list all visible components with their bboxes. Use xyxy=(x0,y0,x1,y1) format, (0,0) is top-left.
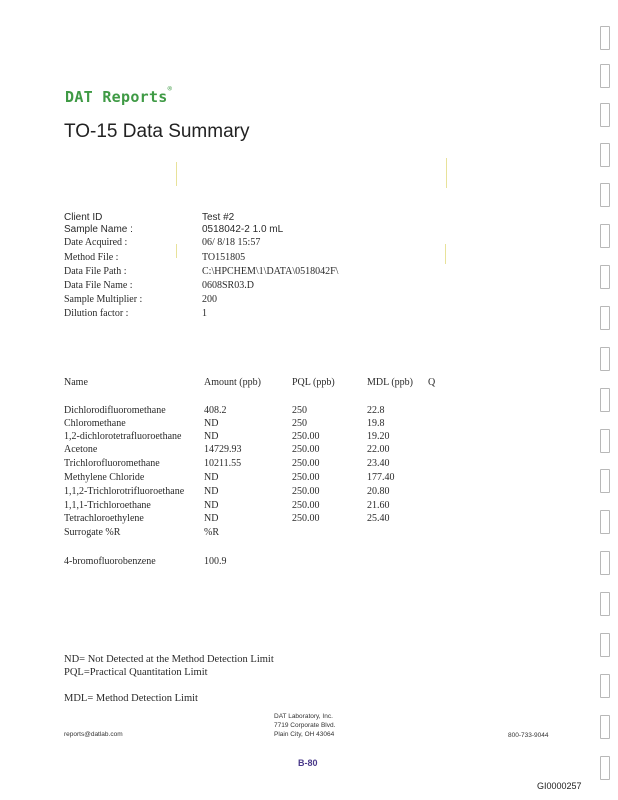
edge-tab xyxy=(600,224,610,248)
edge-tab xyxy=(600,265,610,289)
edge-tab xyxy=(600,469,610,493)
footer-address-line-1: DAT Laboratory, Inc. xyxy=(274,713,333,720)
compound-name: 1,2-dichlorotetrafluoroethane xyxy=(64,431,182,442)
info-label: Date Acquired : xyxy=(64,237,128,248)
edge-tab xyxy=(600,510,610,534)
compound-name: Surrogate %R xyxy=(64,527,121,538)
edge-tab xyxy=(600,64,610,88)
note-nd: ND= Not Detected at the Method Detection Limit xyxy=(64,654,274,665)
pql-value: 250.00 xyxy=(292,444,320,455)
edge-tab xyxy=(600,388,610,412)
scan-mark xyxy=(176,244,177,258)
surrogate-recovery: 100.9 xyxy=(204,556,227,567)
info-value: C:\HPCHEM\1\DATA\0518042F\ xyxy=(202,266,339,277)
info-value: 06/ 8/18 15:57 xyxy=(202,237,261,248)
info-value: 200 xyxy=(202,294,217,305)
mdl-value: 20.80 xyxy=(367,486,390,497)
footer-address-line-3: Plain City, OH 43064 xyxy=(274,731,335,738)
pql-value: 250.00 xyxy=(292,513,320,524)
info-label: Sample Name : xyxy=(64,224,133,235)
info-value: TO151805 xyxy=(202,252,246,263)
footer-phone: 800-733-9044 xyxy=(508,732,549,739)
info-label: Dilution factor : xyxy=(64,308,129,319)
bates-number: GI0000257 xyxy=(537,781,582,791)
mdl-value: 177.40 xyxy=(367,472,395,483)
company-logo xyxy=(65,85,173,106)
page-title: TO-15 Data Summary xyxy=(64,121,250,142)
info-value: 0608SR03.D xyxy=(202,280,254,291)
edge-tab xyxy=(600,347,610,371)
compound-name: Acetone xyxy=(64,444,98,455)
amount-value: 14729.93 xyxy=(204,444,242,455)
scan-mark xyxy=(446,158,447,188)
pql-value: 250 xyxy=(292,405,307,416)
compound-name: Dichlorodifluoromethane xyxy=(64,405,166,416)
pql-value: 250.00 xyxy=(292,472,320,483)
registered-mark: ® xyxy=(167,85,173,93)
info-label: Data File Name : xyxy=(64,280,133,291)
note-mdl: MDL= Method Detection Limit xyxy=(64,693,198,704)
scan-mark xyxy=(445,244,446,264)
column-header-name: Name xyxy=(64,377,88,388)
edge-tab xyxy=(600,715,610,739)
mdl-value: 21.60 xyxy=(367,500,390,511)
amount-value: ND xyxy=(204,418,219,429)
compound-name: 1,1,2-Trichlorotrifluoroethane xyxy=(64,486,185,497)
edge-tab xyxy=(600,306,610,330)
compound-name: Chloromethane xyxy=(64,418,126,429)
info-label: Method File : xyxy=(64,252,119,263)
pql-value: 250.00 xyxy=(292,500,320,511)
column-header-mdl: MDL (ppb) xyxy=(367,377,414,388)
mdl-value: 19.8 xyxy=(367,418,385,429)
compound-name: 1,1,1-Trichloroethane xyxy=(64,500,151,511)
column-header-q: Q xyxy=(428,377,436,388)
edge-tab xyxy=(600,103,610,127)
scan-mark xyxy=(176,162,177,186)
edge-tab xyxy=(600,26,610,50)
amount-value: ND xyxy=(204,513,219,524)
amount-value: ND xyxy=(204,486,219,497)
page-number: B-80 xyxy=(298,758,318,768)
edge-tab xyxy=(600,633,610,657)
mdl-value: 22.00 xyxy=(367,444,390,455)
amount-value: %R xyxy=(204,527,219,538)
info-label: Data File Path : xyxy=(64,266,127,277)
pql-value: 250.00 xyxy=(292,458,320,469)
note-pql: PQL=Practical Quantitation Limit xyxy=(64,667,208,678)
amount-value: 10211.55 xyxy=(204,458,242,469)
edge-tab xyxy=(600,551,610,575)
amount-value: ND xyxy=(204,500,219,511)
mdl-value: 25.40 xyxy=(367,513,390,524)
column-header-pql: PQL (ppb) xyxy=(292,377,335,388)
pql-value: 250 xyxy=(292,418,307,429)
info-value: 0518042-2 1.0 mL xyxy=(202,224,284,235)
info-label: Client ID xyxy=(64,212,103,223)
column-header-amount: Amount (ppb) xyxy=(204,377,261,388)
edge-tab xyxy=(600,429,610,453)
edge-tab xyxy=(600,143,610,167)
footer-address-line-2: 7719 Corporate Blvd. xyxy=(274,722,336,729)
pql-value: 250.00 xyxy=(292,431,320,442)
amount-value: 408.2 xyxy=(204,405,227,416)
mdl-value: 22.8 xyxy=(367,405,385,416)
compound-name: Methylene Chloride xyxy=(64,472,145,483)
pql-value: 250.00 xyxy=(292,486,320,497)
edge-tab xyxy=(600,592,610,616)
info-value: 1 xyxy=(202,308,207,319)
edge-tab xyxy=(600,756,610,780)
footer-email: reports@datlab.com xyxy=(64,731,123,738)
compound-name: Trichlorofluoromethane xyxy=(64,458,160,469)
edge-tab xyxy=(600,183,610,207)
logo-text: DAT Reports xyxy=(65,88,168,106)
info-value: Test #2 xyxy=(202,212,235,223)
info-label: Sample Multiplier : xyxy=(64,294,143,305)
mdl-value: 23.40 xyxy=(367,458,390,469)
surrogate-name: 4-bromofluorobenzene xyxy=(64,556,156,567)
amount-value: ND xyxy=(204,431,219,442)
mdl-value: 19.20 xyxy=(367,431,390,442)
compound-name: Tetrachloroethylene xyxy=(64,513,144,524)
edge-tab xyxy=(600,674,610,698)
amount-value: ND xyxy=(204,472,219,483)
